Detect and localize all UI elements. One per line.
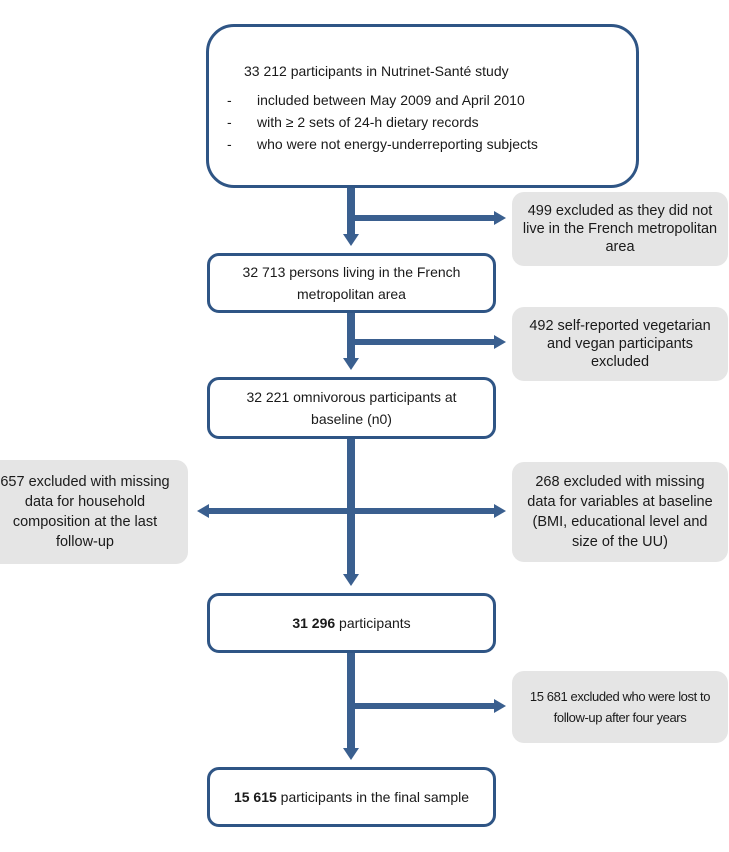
exclusion-arrow-2 [355,339,495,345]
exclusion-arrow-3 [355,508,495,514]
exclusion-line: 657 excluded with missing [0,474,170,490]
exclusion-text [530,686,710,728]
exclusion-arrowhead-1 [494,211,506,225]
exclusion-line: follow-up after four years [553,710,687,725]
box-line: 32 713 persons living in the French [242,264,461,280]
flow-arrow-4 [347,653,355,749]
exclusion-line: 268 excluded with missing [535,474,705,490]
exclusion-text [523,202,717,256]
exclusion-line: live in the French metropolitan [522,221,718,237]
criteria-text: included between May 2009 and April 2010 [257,92,525,108]
final-sample-text [234,786,469,808]
exclusion-text [0,472,169,552]
exclusion-line: and vegan participants [547,336,693,352]
criteria-item [227,133,538,155]
exclusion-line: area [605,239,635,255]
exclusion-line: excluded [590,354,650,370]
criteria-dash: - [227,92,232,108]
exclusion-line: 492 self-reported vegetarian [529,318,711,334]
omnivorous-box [207,377,496,439]
box-line: baseline (n0) [311,411,392,427]
analysed-box-text [292,612,410,634]
start-title: 33 212 participants in Nutrinet-Santé study [244,63,509,79]
exclusion-box-vegetarian [512,307,728,381]
exclusion-line: (BMI, educational level and [532,514,708,530]
analysed-label: participants [335,615,411,631]
metropolitan-box-text [243,261,461,305]
criteria-item [227,89,538,111]
start-box [206,24,639,188]
exclusion-line: follow-up [55,534,114,550]
metropolitan-box [207,253,496,313]
box-line: 32 221 omnivorous participants at [246,389,457,405]
exclusion-line: size of the UU) [572,534,668,550]
flow-arrowhead-1 [343,234,359,246]
exclusion-text [527,472,712,552]
flow-arrowhead-3 [343,574,359,586]
exclusion-arrowhead-5 [494,699,506,713]
exclusion-line: data for household [24,494,146,510]
exclusion-box-lost-followup [512,671,728,743]
exclusion-line: 15 681 excluded who were lost to [529,689,711,704]
exclusion-arrow-5 [355,703,495,709]
exclusion-box-missing-household [0,460,188,564]
exclusion-text [529,317,710,371]
exclusion-line: composition at the last [12,514,158,530]
exclusion-box-not-metropolitan [512,192,728,266]
exclusion-arrow-4 [208,508,347,514]
final-count: 15 615 [233,789,277,805]
exclusion-arrowhead-3 [494,504,506,518]
exclusion-arrow-1 [355,215,495,221]
omnivorous-box-text [246,386,456,430]
criteria-text: with ≥ 2 sets of 24-h dietary records [257,114,479,130]
flow-arrow-1 [347,188,355,235]
analysed-count: 31 296 [292,615,336,631]
criteria-dash: - [227,136,232,152]
criteria-dash: - [227,114,232,130]
exclusion-arrowhead-2 [494,335,506,349]
flow-arrowhead-2 [343,358,359,370]
flow-arrow-3 [347,439,355,575]
analysed-box [207,593,496,653]
exclusion-box-missing-baseline [512,462,728,562]
criteria-item [227,111,538,133]
flow-arrow-2 [347,313,355,359]
final-label: participants in the final sample [276,789,470,805]
criteria-text: who were not energy-underreporting subjects [257,136,538,152]
box-line: metropolitan area [297,286,406,302]
exclusion-arrowhead-4 [197,504,209,518]
flow-arrowhead-4 [343,748,359,760]
exclusion-line: data for variables at baseline [527,494,713,510]
inclusion-criteria-list [227,89,538,155]
final-sample-box [207,767,496,827]
exclusion-line: 499 excluded as they did not [527,203,713,219]
